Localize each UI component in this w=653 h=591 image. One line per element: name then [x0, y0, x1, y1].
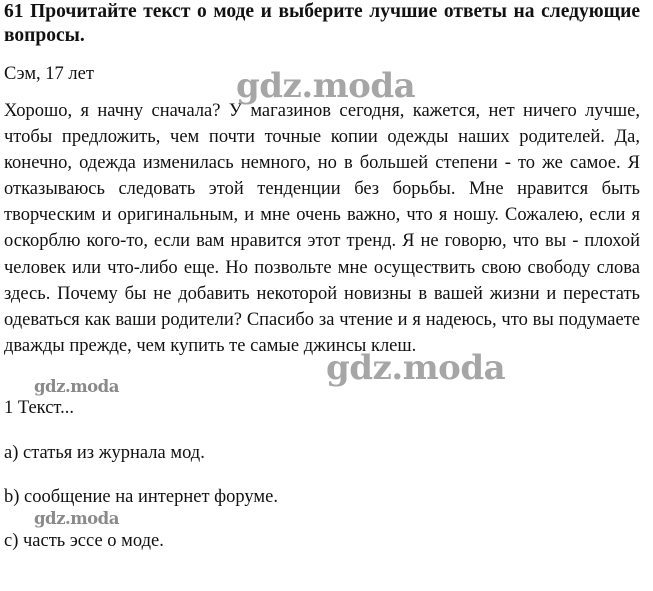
question-title: 1 Текст... — [4, 398, 74, 418]
answer-option-a: а) статья из журнала мод. — [4, 443, 205, 463]
exercise-page — [4, 0, 640, 591]
watermark-logo: gdz.moda — [34, 509, 119, 528]
answer-option-b: b) сообщение на интернет форуме. — [4, 487, 278, 507]
watermark-logo: gdz.moda — [236, 66, 416, 106]
author-line: Сэм, 17 лет — [4, 64, 94, 84]
reading-text: Хорошо, я начну сначала? У магазинов сегодня, кажется, нет ничего лучше, чтобы предложить, чем почти точные копии одежды наших родителей. Да, конечно, одежда изменилась немного, но в большей степени - то же самое. Я отказываюсь следовать этой тенденции без борьбы. Мне нравится быть творческим и оригинальным, и мне очень важно, что я ношу. Сожалею, если я оскорблю кого-то, если вам нравится этот тренд. Я не говорю, что вы - плохой человек или что-либо еще. Но позвольте мне осуществить свою свободу слова здесь. Почему бы не добавить некоторой новизны в вашей жизни и перестать одеваться как ваши родители? Спасибо за чтение и я надеюсь, что вы подумаете дважды прежде, чем купить те самые джинсы клеш. — [4, 101, 640, 356]
watermark-logo: gdz.moda — [34, 377, 119, 396]
watermark-logo: gdz.moda — [326, 348, 506, 388]
exercise-heading: 61 Прочитайте текст о моде и выберите лучшие ответы на следующие вопросы. — [4, 1, 640, 46]
answer-option-c: c) часть эссе о моде. — [4, 531, 164, 551]
